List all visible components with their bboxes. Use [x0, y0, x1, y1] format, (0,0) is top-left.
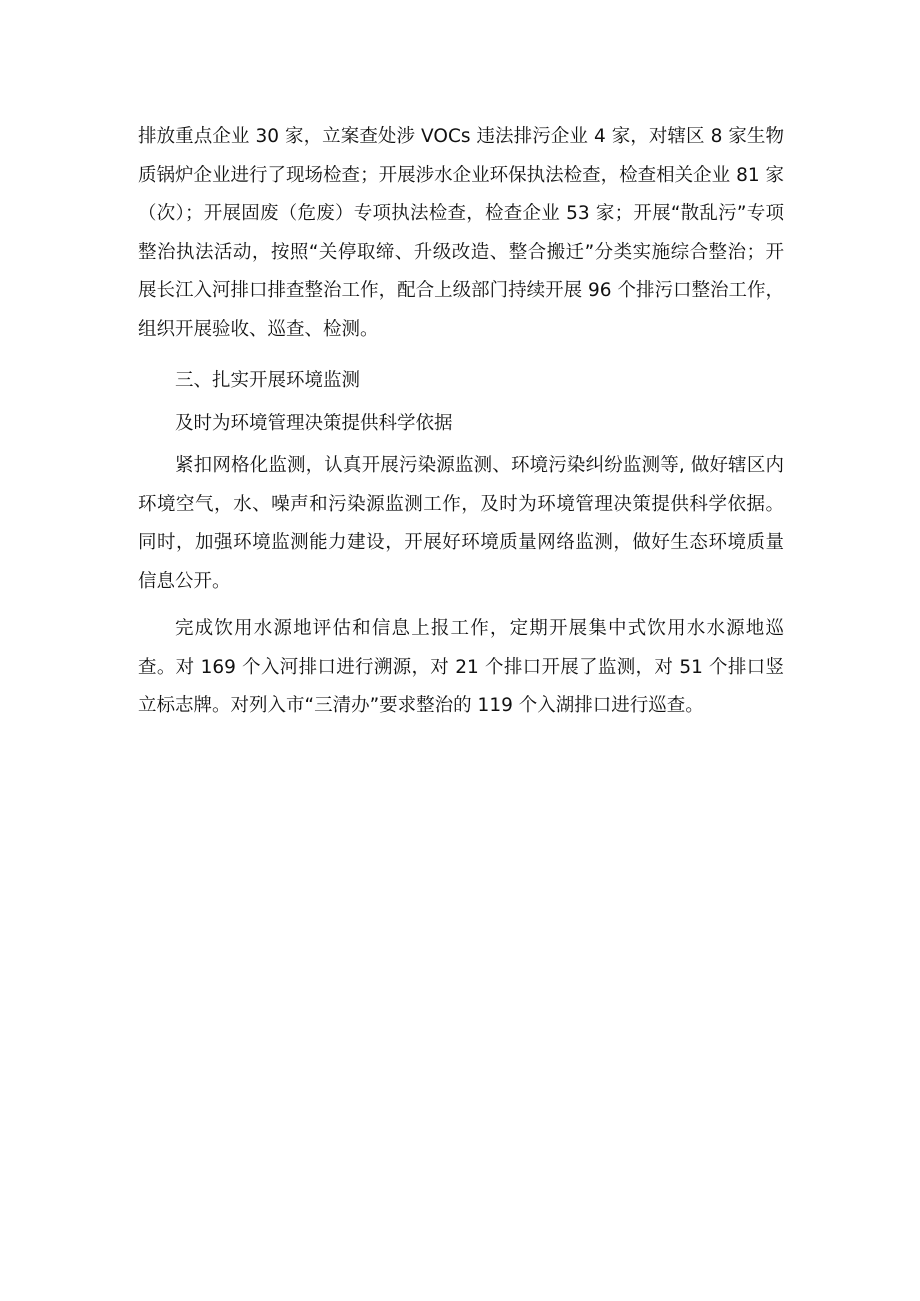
section-subheading: 及时为环境管理决策提供科学依据: [175, 412, 453, 434]
document-page: [138, 118, 784, 726]
paragraph-water-source: 完成饮用水源地评估和信息上报工作，定期开展集中式饮用水水源地巡查。对 169 个入河排口进行溯源，对 21 个排口开展了监测，对 51 个排口竖立标志牌。对列入市“三清办”要求整治的 119 个入湖排口进行巡查。: [138, 618, 784, 716]
section-heading: 三、扎实开展环境监测: [175, 370, 361, 391]
paragraph-enforcement: 排放重点企业 30 家，立案查处涉 VOCs 违法排污企业 4 家，对辖区 8 家生物质锅炉企业进行了现场检查；开展涉水企业环保执法检查，检查相关企业 81 家（次）；开展固废（危废）专项执法检查，检查企业 53 家；开展“散乱污”专项整治执法活动，按照“关停取缔、升级改造、整合搬迁”分类实施综合整治；开展长江入河排口排查整治工作，配合上级部门持续开展 96 个排污口整治工作，组织开展验收、巡查、检测。: [138, 126, 784, 340]
paragraph-monitoring: 紧扣网格化监测，认真开展污染源监测、环境污染纠纷监测等, 做好辖区内环境空气，水、噪声和污染源监测工作，及时为环境管理决策提供科学依据。同时，加强环境监测能力建设，开展好环境质量网络监测，做好生态环境质量信息公开。: [138, 455, 784, 592]
